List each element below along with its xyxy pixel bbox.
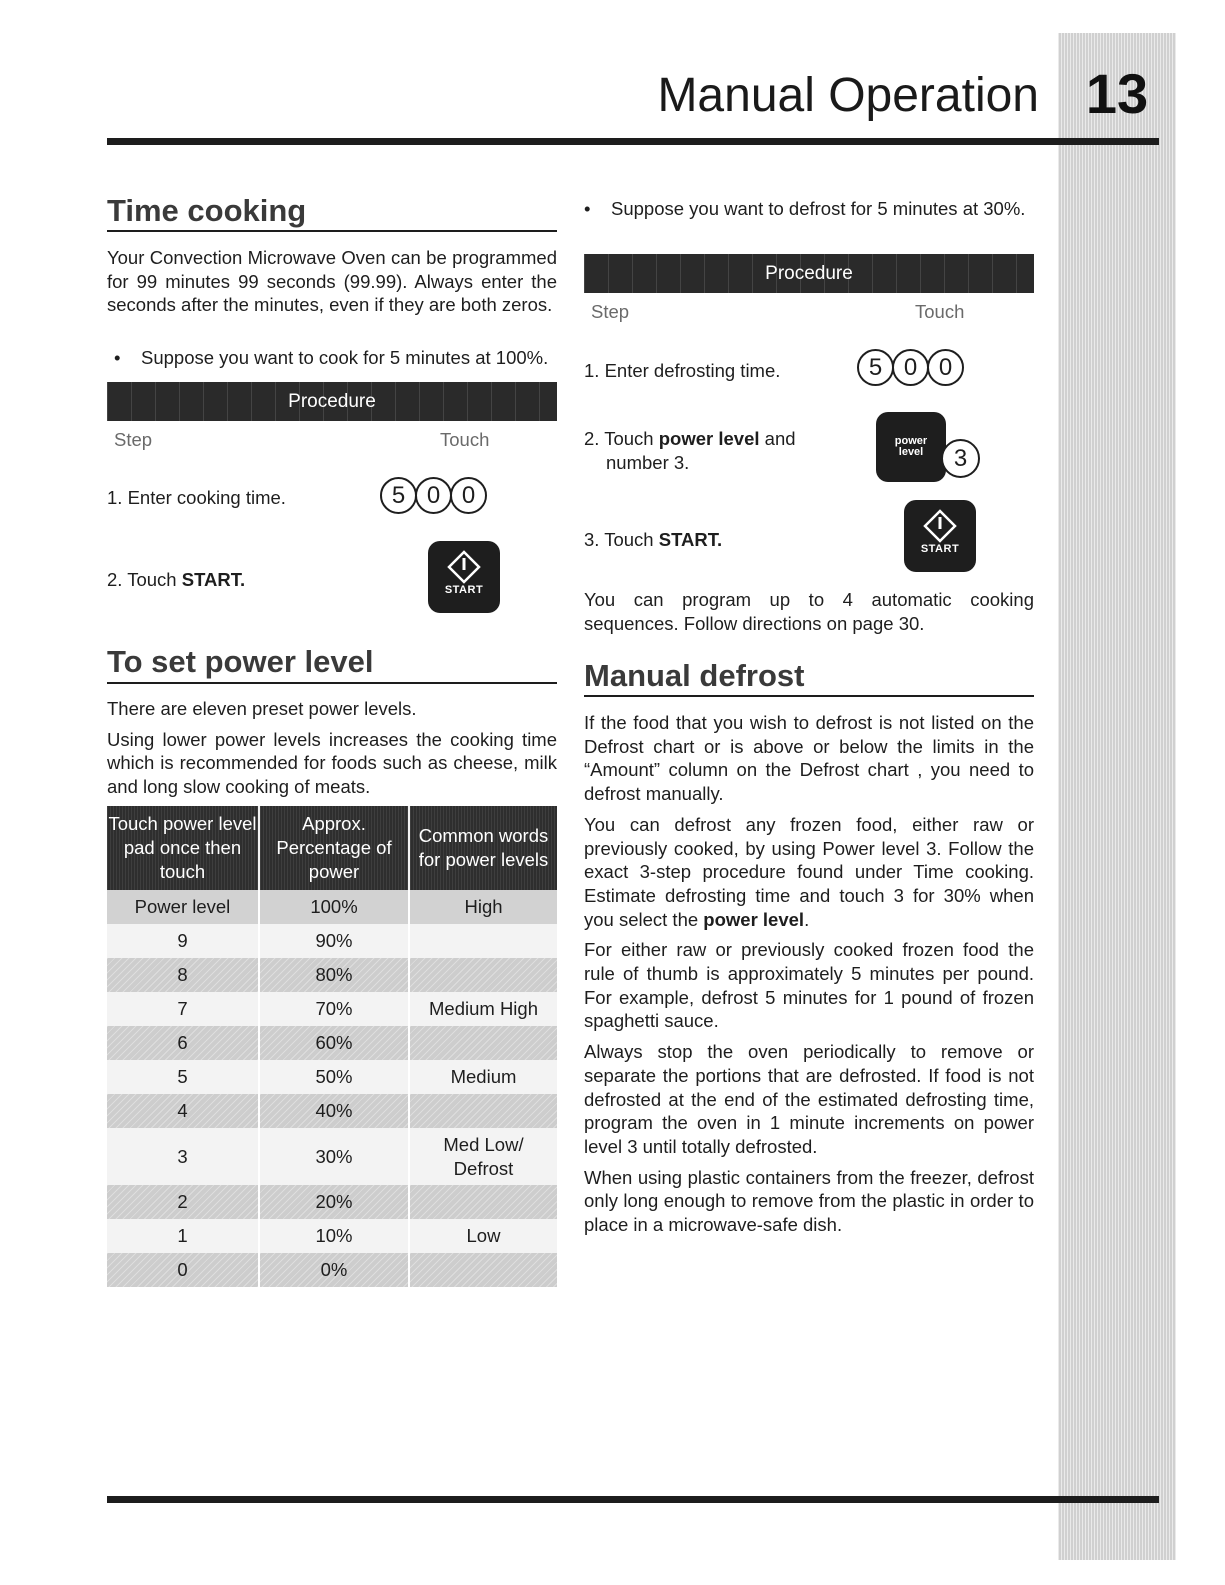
table-cell [409,958,557,992]
power-level-para: Using lower power levels increases the cooking time which is recommended for foods such as cheese, milk and long slow cooking of meats. [107,728,557,798]
start-label: START [920,543,960,555]
table-row [107,992,557,1026]
step-enter-cooking-time: 1. Enter cooking time. [107,487,286,508]
manual-defrost-para: When using plastic containers from the freezer, defrost only long enough to remove from the plastic in order to place in a microwave-safe dish. [584,1166,1034,1236]
power-level-text [107,697,557,799]
table-header: Approx. Percentage of power [259,806,409,890]
table-row [107,924,557,958]
digit-key[interactable]: 0 [450,477,487,514]
table-cell: 3 [107,1128,259,1185]
table-cell: Low [409,1219,557,1253]
manual-defrost-para: If the food that you wish to defrost is not listed on the Defrost chart or is above or below the limits in the “Amount” column on the Defrost chart , you need to defrost manually. [584,712,1034,805]
table-cell: Medium [409,1060,557,1094]
power-level-label: power [894,435,928,447]
table-row [107,1219,557,1253]
table-cell: 6 [107,1026,259,1060]
table-cell [409,1185,557,1219]
table-header-row [107,806,557,890]
table-cell: High [409,890,557,924]
keypad-digits [380,477,485,514]
table-cell: 40% [259,1094,409,1128]
step-touch-start [107,568,245,592]
table-cell: 4 [107,1094,259,1128]
step-text: and [759,428,796,449]
bullet-text: Suppose you want to cook for 5 minutes at 100%. [141,347,549,368]
touch-column-label: Touch [440,429,490,450]
table-cell: 10% [259,1219,409,1253]
manual-defrost-text [584,711,1034,1237]
time-cooking-heading: Time cooking [107,193,307,228]
table-cell: 80% [259,958,409,992]
start-button[interactable] [904,500,976,572]
procedure-bar: Procedure [107,382,557,421]
table-cell: 0% [259,1253,409,1287]
table-cell: 30% [259,1128,409,1185]
table-header: Common words for power levels [409,806,557,890]
start-label: START [444,584,484,596]
digit-key[interactable]: 3 [941,439,980,478]
digit-key[interactable]: 5 [857,349,894,386]
table-header: Touch power level pad once then touch [107,806,259,890]
keypad-digits [941,439,978,478]
step-touch-power-level [584,427,796,475]
start-diamond-icon [923,509,957,543]
manual-defrost-rule [584,695,1034,697]
table-cell: 50% [259,1060,409,1094]
table-cell [409,924,557,958]
digit-key[interactable]: 0 [415,477,452,514]
table-cell [409,1026,557,1060]
para-text: You can defrost any frozen food, either raw or previously cooked, by using Power level 3. Follow the exact 3-step procedure found under Time cooking. Estimate defrosting time and touch 3 for 30% when you select the [584,813,1034,930]
bullet-dot: • [114,347,121,368]
table-cell: 9 [107,924,259,958]
table-cell: 2 [107,1185,259,1219]
page-tab-strip [1058,33,1176,1560]
table-cell: Med Low/ Defrost [409,1128,557,1185]
power-level-heading: To set power level [107,644,374,679]
power-level-para: There are eleven preset power levels. [107,698,417,719]
touch-column-label: Touch [915,301,965,322]
table-cell [409,1094,557,1128]
digit-key[interactable]: 0 [927,349,964,386]
start-diamond-icon [447,550,481,584]
page-title: Manual Operation [657,69,1039,122]
step-text: number 3. [606,452,690,473]
table-row [107,1128,557,1185]
step-bold-text: START. [658,529,723,550]
power-level-table [107,806,557,1287]
para-bold-text: power level [703,908,805,930]
manual-defrost-para [584,813,1034,932]
table-cell: 20% [259,1185,409,1219]
table-row [107,1060,557,1094]
bullet-text: Suppose you want to defrost for 5 minutes at 30%. [611,198,1026,219]
digit-key[interactable]: 5 [380,477,417,514]
table-row [107,890,557,924]
time-cooking-example [114,346,564,370]
header-divider [107,138,1159,145]
table-cell: Power level [107,890,259,924]
table-row [107,958,557,992]
table-cell: 0 [107,1253,259,1287]
table-cell: 8 [107,958,259,992]
table-cell: 1 [107,1219,259,1253]
start-button[interactable] [428,541,500,613]
table-row [107,1253,557,1287]
table-row [107,1185,557,1219]
table-cell: 5 [107,1060,259,1094]
sequence-note: You can program up to 4 automatic cooking sequences. Follow directions on page 30. [584,589,1034,634]
step-text: 3. Touch [584,529,659,550]
time-cooking-intro: Your Convection Microwave Oven can be programmed for 99 minutes 99 seconds (99.99). Always enter the seconds after the minutes, even if they are both zeros. [107,247,557,316]
step-bold-text: power level [658,428,760,449]
step-bold-text: START. [181,569,246,590]
procedure-bar: Procedure [584,254,1034,293]
manual-defrost-para: Always stop the oven periodically to remove or separate the portions that are defrosted. If food is not defrosted at the end of the estimated defrosting time, program the oven in 1 minute increments on power level 3 until totally defrosted. [584,1041,1034,1157]
step-touch-start [584,528,722,552]
keypad-digits [857,349,962,386]
table-row [107,1094,557,1128]
table-cell: 7 [107,992,259,1026]
bullet-dot: • [584,198,591,219]
table-cell [409,1253,557,1287]
step-enter-defrosting-time: 1. Enter defrosting time. [584,360,781,381]
time-cooking-rule [107,230,557,232]
defrost-example [584,197,1034,221]
table-cell: 70% [259,992,409,1026]
page-number: 13 [1085,62,1149,125]
digit-key[interactable]: 0 [892,349,929,386]
power-level-rule [107,682,557,684]
power-level-label: level [898,446,924,458]
power-level-button[interactable] [876,412,946,482]
table-cell: 100% [259,890,409,924]
table-cell: Medium High [409,992,557,1026]
step-column-label: Step [114,429,153,450]
step-text: 2. Touch [584,428,659,449]
para-text: . [804,908,810,930]
manual-defrost-para: For either raw or previously cooked frozen food the rule of thumb is approximately 5 minutes per pound. For example, defrost 5 minutes for 1 pound of frozen spaghetti sauce. [584,939,1034,1032]
footer-divider [107,1496,1159,1503]
step-text: 2. Touch [107,569,182,590]
table-cell: 90% [259,924,409,958]
step-column-label: Step [591,301,630,322]
manual-defrost-heading: Manual defrost [584,658,805,693]
table-cell: 60% [259,1026,409,1060]
table-row [107,1026,557,1060]
